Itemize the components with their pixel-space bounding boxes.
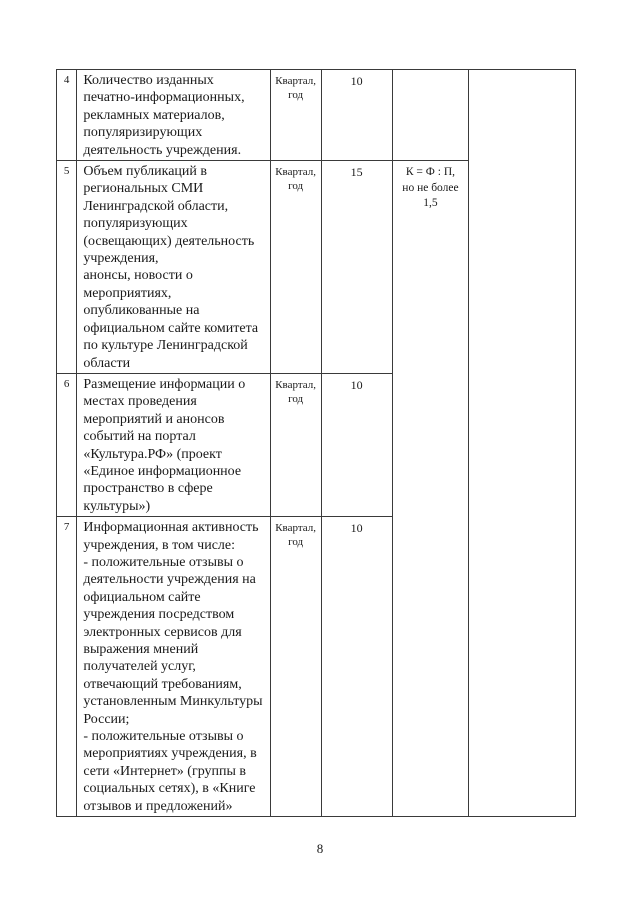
text-line: печатно-информационных, [83,90,245,106]
text-line: Количество изданных [83,73,214,88]
text-line: установленным Минкультуры [83,694,263,710]
period-line: год [288,89,304,101]
text-line: местах проведения [83,394,197,410]
text-line: официальном сайте [83,589,201,605]
period-cell [270,373,321,516]
formula-cell-top [392,70,468,161]
text-line: «Культура.РФ» (проект [83,446,222,462]
indicators-table [56,69,576,817]
text-line: - положительные отзывы о [83,729,244,745]
formula-line: К = Ф : П, [405,166,456,179]
target-value: 10 [321,517,392,817]
indicator-name [77,517,270,817]
target-value: 15 [321,161,392,374]
empty-column [469,70,576,817]
text-line: области [83,355,131,371]
indicator-name [77,373,270,516]
text-line: анонсы, новости о [83,268,193,284]
text-line: «Единое информационное [83,463,242,479]
text-line: рекламных материалов, [83,107,225,123]
text-line: Объем публикаций в [83,164,207,180]
formula-line: 1,5 [423,197,438,210]
period-cell [270,517,321,817]
text-line: событий на портал [83,429,196,445]
text-line: Информационная активность [83,520,259,536]
formula-cell [392,161,468,817]
text-line: мероприятий и анонсов [83,411,225,427]
text-line: опубликованные на [83,303,200,319]
text-line: выражения мнений [83,642,199,657]
text-line: официальном сайте комитета [83,320,259,336]
row-number: 7 [57,517,77,817]
text-line: учреждения, [83,251,159,267]
text-line: мероприятиях учреждения, в [83,746,257,762]
period-line: год [288,536,304,549]
text-line: популяризующих [83,216,188,232]
period-line: Квартал, [275,166,317,179]
text-line: учреждения посредством [83,607,235,623]
period-line: год [288,180,304,193]
row-number: 5 [57,161,77,374]
text-line: сети «Интернет» (группы в [83,763,247,779]
text-line: популяризирующих [83,125,203,141]
text-line: мероприятиях, [83,285,172,301]
text-line: по культуре Ленинградской [83,338,248,354]
formula-line: но не более [402,181,459,194]
indicator-name [77,70,270,161]
period-line: Квартал, [275,522,317,535]
text-line: деятельность учреждения. [83,142,242,158]
target-value: 10 [321,70,392,161]
indicator-name [77,161,270,374]
text-line: учреждения, в том числе: [83,537,236,553]
period-line: год [288,392,304,405]
text-line: Ленинградской области, [83,198,229,214]
period-cell [270,161,321,374]
period-line: Квартал, [275,378,317,391]
row-number: 6 [57,373,77,516]
text-line: электронных сервисов для [83,624,242,640]
text-line: социальных сетях), в «Книге [83,781,256,797]
row-number: 4 [57,70,77,161]
text-line: отзывов и предложений» [83,798,233,814]
text-line: получателей услуг, [83,659,196,675]
text-line: Размещение информации о [83,376,246,392]
table-row [57,70,576,161]
period-line: Квартал, [275,75,317,87]
text-line: деятельности учреждения на [83,572,256,588]
text-line: - положительные отзывы о [83,554,244,570]
target-value: 10 [321,373,392,516]
page-number: 8 [316,841,324,856]
text-line: отвечающий требованиям, [83,676,242,692]
text-line: (освещающих) деятельность [83,233,255,249]
text-line: России; [83,711,130,727]
text-line: пространство в сфере [83,481,213,497]
period-cell [270,70,321,161]
text-line: культуры») [83,498,151,514]
text-line: региональных СМИ [83,181,204,197]
